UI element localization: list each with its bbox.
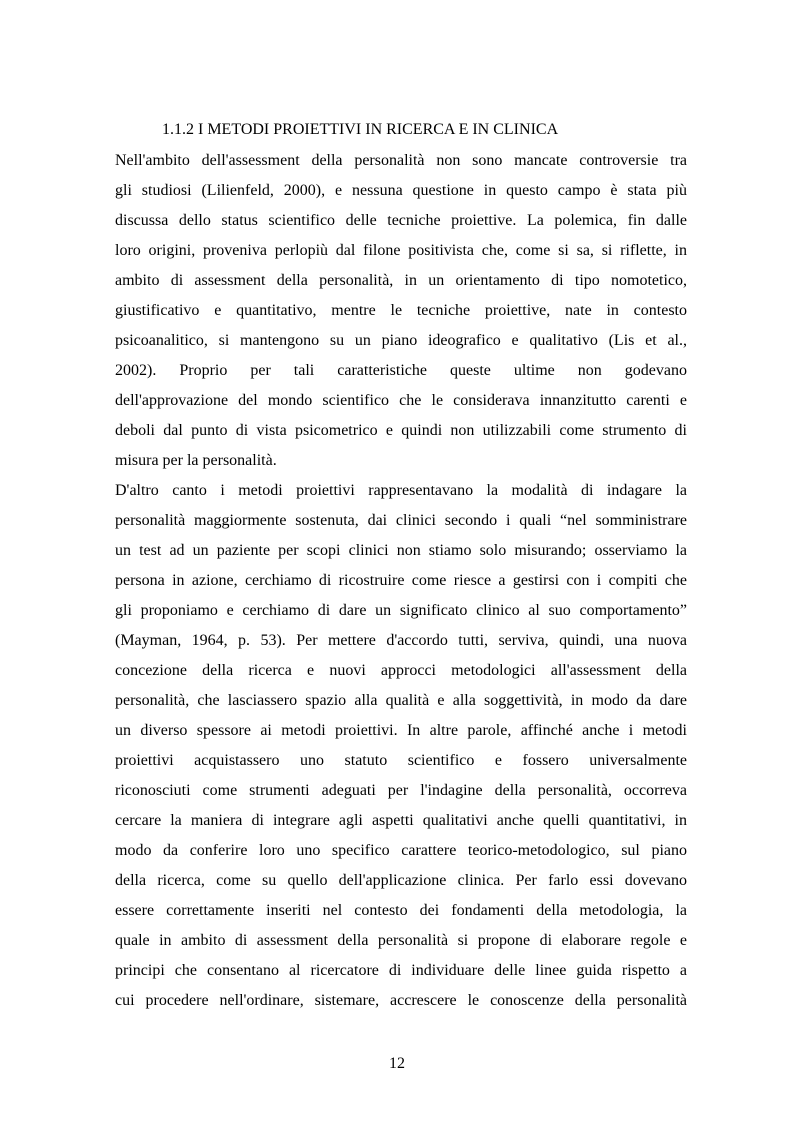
text-line: discussa dello status scientifico delle tecniche proiettive. La polemica, fin dalle — [115, 212, 687, 229]
text-line: della ricerca, come su quello dell'applicazione clinica. Per farlo essi dovevano — [115, 872, 687, 889]
text-line: modo da conferire loro uno specifico carattere teorico-metodologico, sul piano — [115, 842, 687, 859]
text-line: un test ad un paziente per scopi clinici non stiamo solo misurando; osserviamo la — [115, 542, 687, 559]
text-line: cercare la maniera di integrare agli aspetti qualitativi anche quelli quantitativi, in — [115, 812, 687, 829]
text-line: deboli dal punto di vista psicometrico e quindi non utilizzabili come strumento di — [115, 422, 687, 439]
text-line: loro origini, proveniva perlopiù dal filone positivista che, come si sa, si riflette, in — [115, 242, 687, 259]
page-number: 12 — [389, 1055, 405, 1072]
text-line: persona in azione, cerchiamo di ricostruire come riesce a gestirsi con i compiti che — [115, 572, 687, 589]
text-line: essere correttamente inseriti nel contesto dei fondamenti della metodologia, la — [115, 902, 687, 919]
text-line: Nell'ambito dell'assessment della personalità non sono mancate controversie tra — [115, 152, 687, 169]
text-line: quale in ambito di assessment della personalità si propone di elaborare regole e — [115, 932, 687, 949]
text-line: riconosciuti come strumenti adeguati per l'indagine della personalità, occorreva — [115, 782, 687, 799]
text-line: 2002). Proprio per tali caratteristiche queste ultime non godevano — [115, 362, 687, 379]
text-line: ambito di assessment della personalità, in un orientamento di tipo nomotetico, — [115, 272, 687, 289]
text-line: personalità maggiormente sostenuta, dai clinici secondo i quali “nel somministrare — [115, 512, 687, 529]
text-line: giustificativo e quantitativo, mentre le tecniche proiettive, nate in contesto — [115, 302, 687, 319]
text-line: un diverso spessore ai metodi proiettivi. In altre parole, affinché anche i metodi — [115, 722, 687, 739]
text-line: personalità, che lasciassero spazio alla qualità e alla soggettività, in modo da dare — [115, 692, 687, 709]
text-line: cui procedere nell'ordinare, sistemare, accrescere le conoscenze della personalità — [115, 992, 687, 1009]
text-line: (Mayman, 1964, p. 53). Per mettere d'accordo tutti, serviva, quindi, una nuova — [115, 632, 687, 649]
text-line: gli proponiamo e cerchiamo di dare un significato clinico al suo comportamento” — [115, 602, 687, 619]
text-line: gli studiosi (Lilienfeld, 2000), e nessuna questione in questo campo è stata più — [115, 182, 687, 199]
text-line: concezione della ricerca e nuovi approcci metodologici all'assessment della — [115, 662, 687, 679]
text-line: misura per la personalità. — [115, 452, 277, 469]
text-line: D'altro canto i metodi proiettivi rappresentavano la modalità di indagare la — [115, 482, 687, 499]
text-line: principi che consentano al ricercatore di individuare delle linee guida rispetto a — [115, 962, 687, 979]
text-line: dell'approvazione del mondo scientifico che le considerava innanzitutto carenti e — [115, 392, 687, 409]
text-line: psicoanalitico, si mantengono su un piano ideografico e qualitativo (Lis et al., — [115, 332, 687, 349]
text-line: proiettivi acquistassero uno statuto scientifico e fossero universalmente — [115, 752, 687, 769]
section-heading: 1.1.2 I METODI PROIETTIVI IN RICERCA E IN CLINICA — [162, 121, 559, 138]
body-text — [115, 146, 687, 1016]
